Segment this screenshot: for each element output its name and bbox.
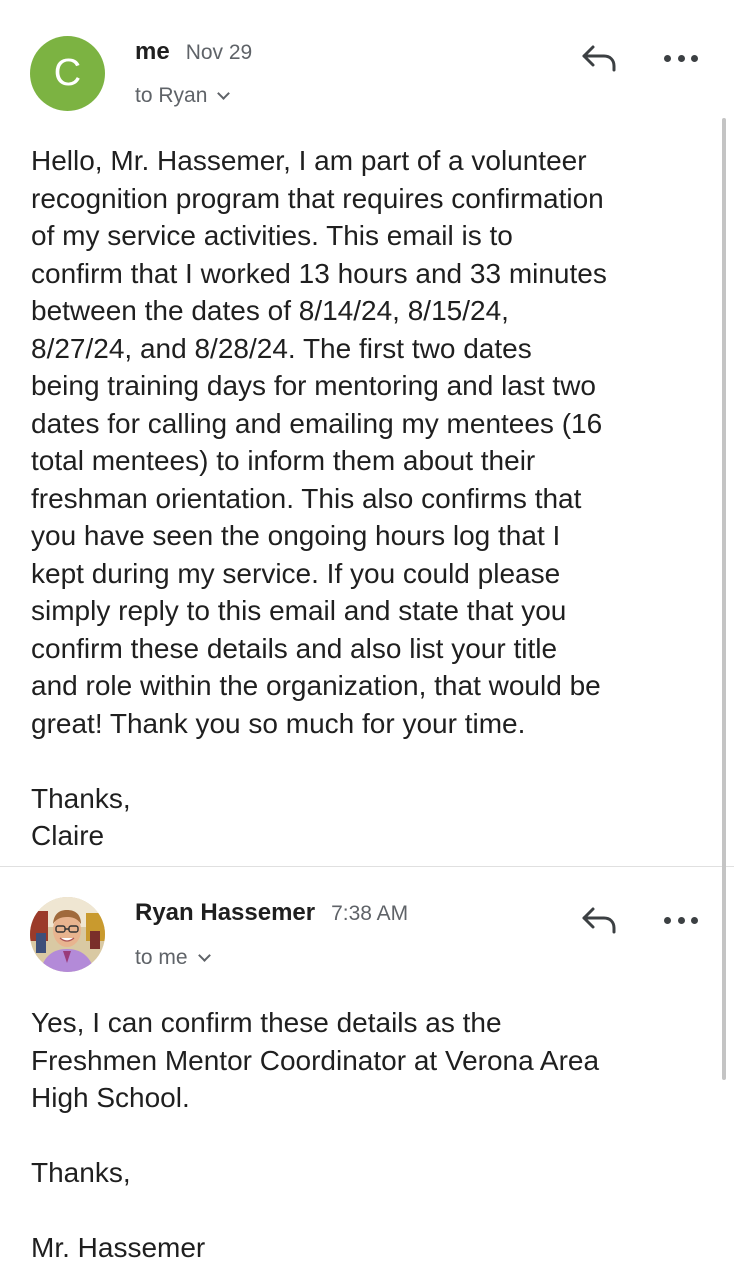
avatar-letter: C [53, 52, 82, 94]
recipient-label: to Ryan [135, 84, 208, 107]
reply-arrow-icon[interactable] [580, 904, 618, 936]
message-body [31, 142, 715, 855]
recipient-label: to me [135, 946, 188, 969]
message-time: Nov 29 [185, 41, 253, 64]
body-signoff: Thanks, [31, 1157, 131, 1188]
email-message-ryan [0, 868, 734, 1280]
message-time: 7:38 AM [331, 902, 409, 925]
sender-name: Ryan Hassemer [135, 899, 316, 926]
chevron-down-icon [218, 87, 231, 100]
sender-line [135, 38, 252, 66]
body-paragraph: Hello, Mr. Hassemer, I am part of a volunteer recognition program that requires confirmation of my service activities. This email is to confirm that I worked 13 hours and 33 minutes between the dates of 8/14/24, 8/15/24, 8/27/24, and 8/28/24. The first two dates being training days for mentoring and last two dates for calling and emailing my mentees (16 total mentees) to inform them about their freshman orientation. This also confirms that you have seen the ongoing hours log that I kept during my service. If you could please simply reply to this email and state that you confirm these details and also list your title and role within the organization, that would be great! Thank you so much for your time. [31, 145, 607, 739]
sender-avatar-photo[interactable] [30, 897, 105, 972]
message-divider [0, 866, 734, 867]
sender-avatar[interactable] [30, 36, 105, 111]
body-signature: Mr. Hassemer [31, 1232, 206, 1263]
chevron-down-icon [198, 949, 211, 962]
sender-name: me [135, 38, 170, 65]
recipient-details-toggle[interactable] [135, 84, 228, 108]
scrollbar[interactable] [722, 118, 726, 1080]
sender-line [135, 899, 408, 927]
body-signoff: Thanks, Claire [31, 782, 131, 851]
reply-arrow-icon[interactable] [580, 42, 618, 74]
recipient-details-toggle[interactable] [135, 946, 209, 970]
message-body [31, 1004, 715, 1267]
body-paragraph: Yes, I can confirm these details as the Freshmen Mentor Coordinator at Verona Area High School. [31, 1007, 600, 1113]
more-horizontal-icon[interactable] [664, 51, 698, 65]
more-horizontal-icon[interactable] [664, 913, 698, 927]
